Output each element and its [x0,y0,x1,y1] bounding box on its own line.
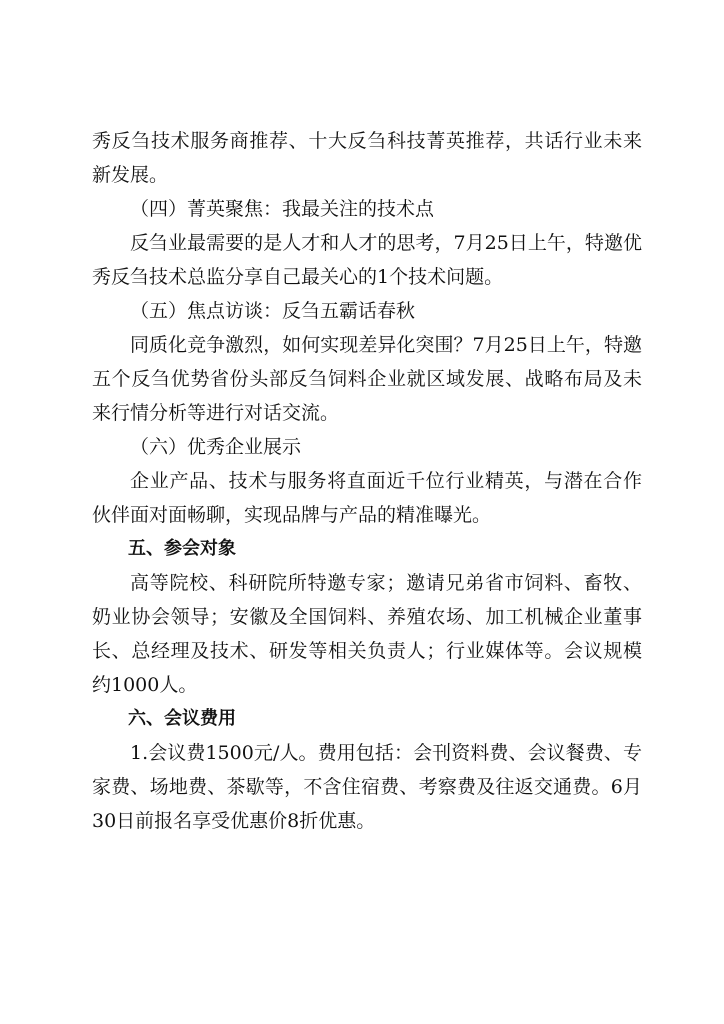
document-body [92,124,642,838]
paragraph-fees: 1.会议费1500元/人。费用包括：会刊资料费、会议餐费、专家费、场地费、茶歇等，不含住宿费、考察费及往返交通费。6月30日前报名享受优惠价8折优惠。 [92,742,642,832]
section-heading-fees: 六、会议费用 [128,708,236,729]
paragraph-attendees: 高等院校、科研院所特邀专家；邀请兄弟省市饲料、畜牧、奶业协会领导；安徽及全国饲料、养殖农场、加工机械企业董事长、总经理及技术、研发等相关负责人；行业媒体等。会议规模约1000人。 [92,572,642,696]
paragraph-enterprise-showcase: 企业产品、技术与服务将直面近千位行业精英，与潜在合作伙伴面对面畅聊，实现品牌与产品的精准曝光。 [92,470,642,526]
section-heading-attendees: 五、参会对象 [128,538,236,559]
subheading-enterprise-showcase: （六）优秀企业展示 [130,436,302,458]
subheading-elite-focus: （四）菁英聚焦：我最关注的技术点 [130,198,435,220]
paragraph-focus-interview: 同质化竞争激烈，如何实现差异化突围？7月25日上午，特邀五个反刍优势省份头部反刍饲料企业就区域发展、战略布局及未来行情分析等进行对话交流。 [92,334,642,424]
paragraph-continuation: 秀反刍技术服务商推荐、十大反刍科技菁英推荐，共话行业未来新发展。 [92,130,642,186]
subheading-focus-interview: （五）焦点访谈：反刍五霸话春秋 [130,300,416,322]
paragraph-elite-focus: 反刍业最需要的是人才和人才的思考，7月25日上午，特邀优秀反刍技术总监分享自己最关心的1个技术问题。 [92,232,642,288]
